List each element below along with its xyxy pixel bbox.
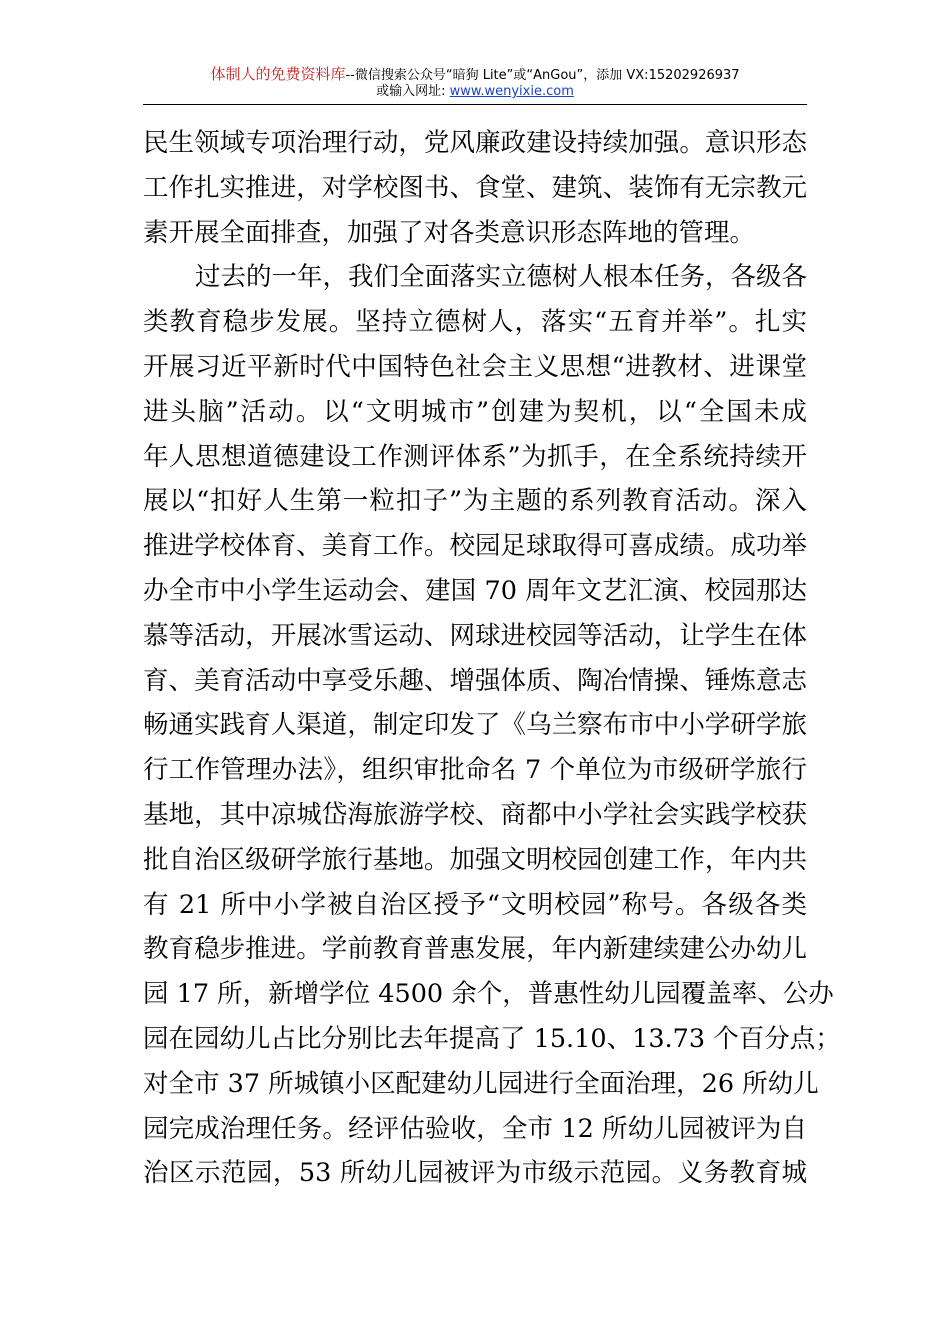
header-url-link[interactable]: www.wenyixie.com — [449, 84, 574, 99]
text-line: 过去的一年，我们全面落实立德树人根本任务，各级各 — [195, 262, 808, 293]
document-body — [143, 121, 841, 1196]
text-line: 推进学校体育、美育工作。校园足球取得可喜成绩。成功举 — [143, 531, 807, 562]
text-line: 工作扎实推进，对学校图书、食堂、建筑、装饰有无宗教元 — [143, 172, 807, 203]
text-line: 畅通实践育人渠道，制定印发了《乌兰察布市中小学研学旅 — [143, 710, 807, 741]
text-line: 园完成治理任务。经评估验收，全市 12 所幼儿园被评为自 — [143, 1113, 807, 1144]
text-line: 有 21 所中小学被自治区授予“文明校园”称号。各级各类 — [143, 889, 807, 920]
header-brand: 体制人的免费资料库 — [210, 65, 346, 83]
text-line: 进头脑”活动。以“文明城市”创建为契机，以“全国未成 — [143, 396, 807, 427]
text-line: 类教育稳步发展。坚持立德树人，落实“五育并举”。扎实 — [143, 307, 807, 338]
text-line: 年人思想道德建设工作测评体系”为抓手，在全系统持续开 — [143, 441, 807, 472]
header-url-prefix: 或输入网址: — [376, 84, 446, 99]
text-line: 展以“扣好人生第一粒扣子”为主题的系列教育活动。深入 — [143, 486, 807, 517]
text-line: 园 17 所，新增学位 4500 余个，普惠性幼儿园覆盖率、公办 — [143, 979, 834, 1010]
text-line: 治区示范园，53 所幼儿园被评为市级示范园。义务教育城 — [143, 1158, 807, 1189]
text-line: 对全市 37 所城镇小区配建幼儿园进行全面治理，26 所幼儿 — [143, 1068, 819, 1099]
text-line: 育、美育活动中享受乐趣、增强体质、陶冶情操、锤炼意志 — [143, 665, 807, 696]
paragraph — [143, 255, 841, 1196]
page-header — [0, 66, 950, 100]
text-line: 办全市中小学生运动会、建国 70 周年文艺汇演、校园那达 — [143, 575, 807, 606]
header-url-line — [0, 84, 950, 100]
header-note: --微信搜索公众号“暗狗 Lite”或“AnGou”，添加 VX:15202926937 — [345, 68, 740, 83]
text-line: 慕等活动，开展冰雪运动、网球进校园等活动，让学生在体 — [143, 620, 807, 651]
text-line: 教育稳步推进。学前教育普惠发展，年内新建续建公办幼儿 — [143, 934, 807, 965]
paragraph — [143, 121, 807, 255]
text-line: 民生领域专项治理行动，党风廉政建设持续加强。意识形态 — [143, 128, 807, 158]
text-line: 素开展全面排查，加强了对各类意识形态阵地的管理。 — [143, 217, 756, 248]
text-line: 批自治区级研学旅行基地。加强文明校园创建工作，年内共 — [143, 844, 807, 875]
header-divider — [143, 104, 807, 105]
text-line: 行工作管理办法》，组织审批命名 7 个单位为市级研学旅行 — [143, 755, 807, 786]
text-line: 基地，其中凉城岱海旅游学校、商都中小学社会实践学校获 — [143, 799, 807, 830]
text-line: 开展习近平新时代中国特色社会主义思想“进教材、进课堂 — [143, 351, 807, 382]
text-line: 园在园幼儿占比分别比去年提高了 15.10、13.73 个百分点； — [143, 1023, 841, 1054]
